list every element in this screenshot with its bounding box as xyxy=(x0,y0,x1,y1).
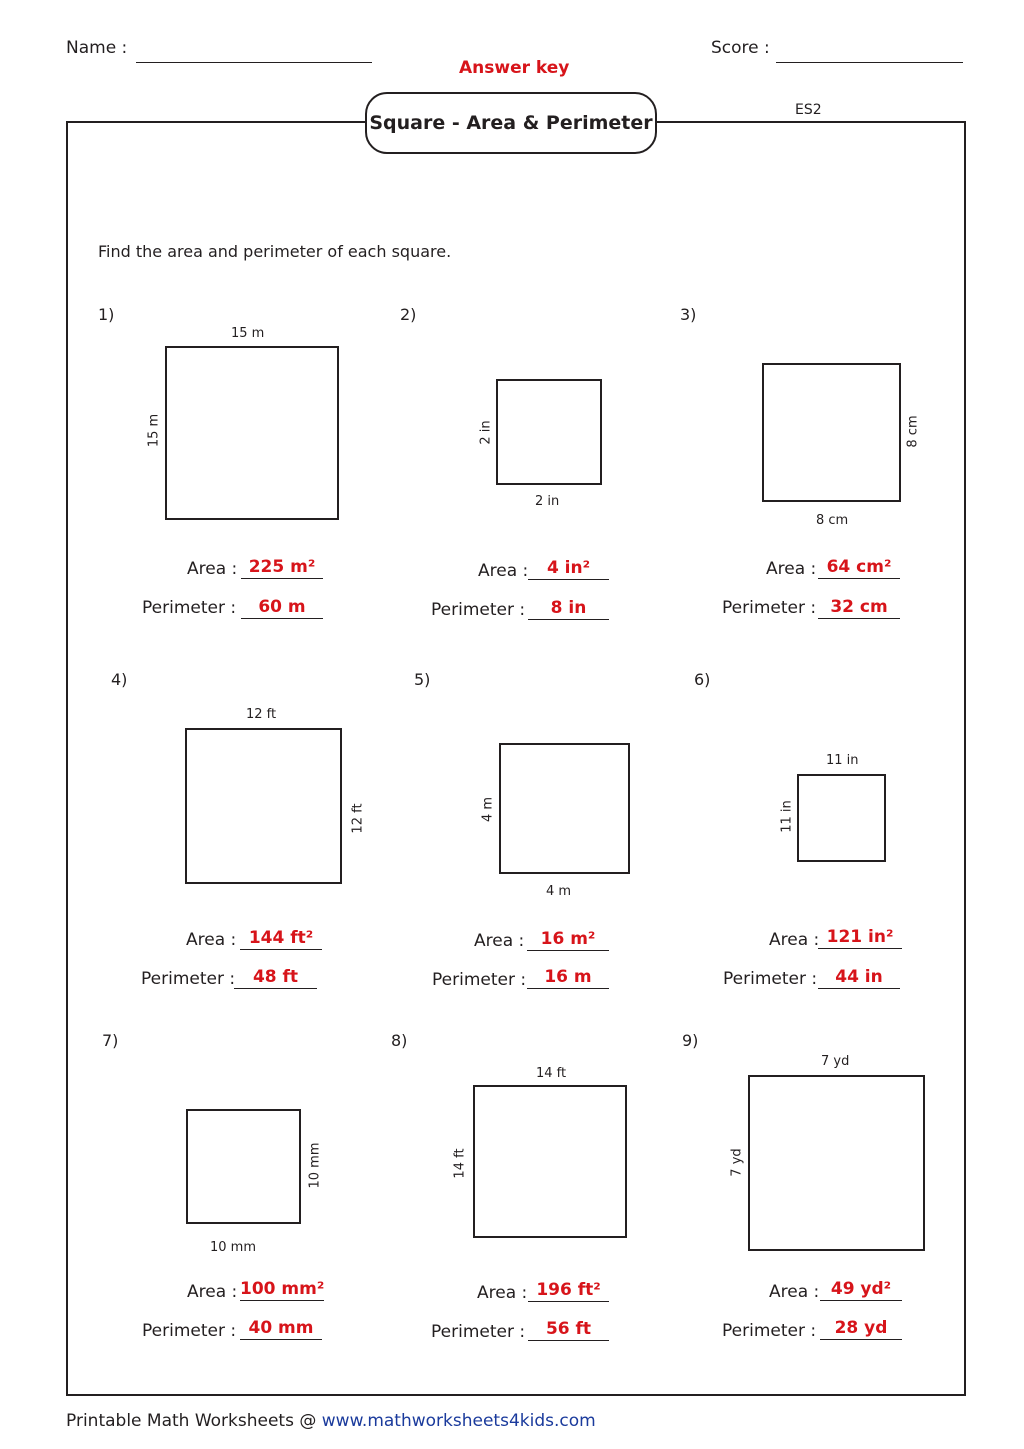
score-blank[interactable] xyxy=(776,62,963,63)
side-label-bottom: 10 mm xyxy=(210,1240,257,1255)
side-label-left: 4 m xyxy=(480,796,496,823)
footer-link[interactable]: www.mathworksheets4kids.com xyxy=(321,1411,596,1431)
side-label-left: 14 ft xyxy=(452,1148,468,1179)
area-answer: 225 m² xyxy=(241,556,323,579)
square-shape xyxy=(496,379,602,485)
area-label: Area : xyxy=(187,1282,238,1302)
perimeter-label: Perimeter : xyxy=(142,598,237,618)
square-shape xyxy=(185,728,342,884)
perimeter-label: Perimeter : xyxy=(722,1321,817,1341)
perimeter-answer: 28 yd xyxy=(820,1317,902,1340)
side-label-top: 12 ft xyxy=(246,707,277,722)
area-answer: 49 yd² xyxy=(820,1278,902,1301)
side-label-right: 10 mm xyxy=(307,1142,323,1189)
side-label-left: 7 yd xyxy=(729,1148,745,1177)
area-label: Area : xyxy=(769,1282,820,1302)
problem-number: 5) xyxy=(414,670,431,689)
area-label: Area : xyxy=(186,930,237,950)
footer xyxy=(66,1411,596,1431)
perimeter-label: Perimeter : xyxy=(431,600,526,620)
square-shape xyxy=(473,1085,627,1238)
name-label: Name : xyxy=(66,38,128,58)
perimeter-answer: 60 m xyxy=(241,596,323,619)
area-label: Area : xyxy=(187,559,238,579)
area-answer: 196 ft² xyxy=(528,1279,609,1302)
perimeter-answer: 40 mm xyxy=(240,1317,322,1340)
square-shape xyxy=(499,743,630,874)
area-answer: 64 cm² xyxy=(818,556,900,579)
square-shape xyxy=(186,1109,301,1224)
problem-number: 7) xyxy=(102,1031,119,1050)
problem-number: 8) xyxy=(391,1031,408,1050)
perimeter-label: Perimeter : xyxy=(722,598,817,618)
area-label: Area : xyxy=(477,1283,528,1303)
side-label-top: 7 yd xyxy=(821,1054,850,1069)
perimeter-answer: 48 ft xyxy=(234,966,317,989)
answer-key-label: Answer key xyxy=(459,58,570,78)
perimeter-label: Perimeter : xyxy=(141,969,236,989)
problem-number: 3) xyxy=(680,305,697,324)
score-label: Score : xyxy=(711,38,770,58)
perimeter-label: Perimeter : xyxy=(142,1321,237,1341)
instructions: Find the area and perimeter of each square. xyxy=(98,242,452,261)
area-label: Area : xyxy=(474,931,525,951)
footer-text: Printable Math Worksheets @ xyxy=(66,1411,322,1431)
area-answer: 4 in² xyxy=(528,557,609,580)
square-shape xyxy=(797,774,886,862)
perimeter-answer: 32 cm xyxy=(818,596,900,619)
side-label-left: 2 in xyxy=(478,420,494,445)
side-label-bottom: 8 cm xyxy=(816,513,849,528)
side-label-top: 11 in xyxy=(826,753,859,768)
side-label-right: 12 ft xyxy=(350,803,366,834)
area-label: Area : xyxy=(769,930,820,950)
area-label: Area : xyxy=(766,559,817,579)
area-answer: 100 mm² xyxy=(240,1279,325,1299)
worksheet-code: ES2 xyxy=(795,102,822,118)
perimeter-answer: 8 in xyxy=(528,597,609,620)
problem-number: 6) xyxy=(694,670,711,689)
side-label-left: 15 m xyxy=(146,413,162,448)
perimeter-answer: 44 in xyxy=(818,966,900,989)
side-label-top: 15 m xyxy=(231,326,265,341)
side-label-right: 8 cm xyxy=(905,415,921,448)
side-label-top: 14 ft xyxy=(536,1066,567,1081)
square-shape xyxy=(762,363,901,502)
area-answer: 16 m² xyxy=(527,928,609,951)
perimeter-label: Perimeter : xyxy=(431,1322,526,1342)
perimeter-answer: 56 ft xyxy=(528,1318,609,1341)
problem-number: 1) xyxy=(98,305,115,324)
problem-number: 2) xyxy=(400,305,417,324)
square-shape xyxy=(748,1075,925,1251)
perimeter-label: Perimeter : xyxy=(723,969,818,989)
worksheet-title: Square - Area & Perimeter xyxy=(365,92,657,154)
side-label-bottom: 4 m xyxy=(546,884,572,899)
area-answer: 121 in² xyxy=(818,926,902,949)
side-label-left: 11 in xyxy=(779,800,795,833)
area-answer: 144 ft² xyxy=(240,927,322,950)
perimeter-answer: 16 m xyxy=(527,966,609,989)
problem-number: 9) xyxy=(682,1031,699,1050)
side-label-bottom: 2 in xyxy=(535,494,560,509)
area-label: Area : xyxy=(478,561,529,581)
problem-number: 4) xyxy=(111,670,128,689)
name-blank[interactable] xyxy=(136,62,372,63)
square-shape xyxy=(165,346,339,520)
perimeter-label: Perimeter : xyxy=(432,970,527,990)
